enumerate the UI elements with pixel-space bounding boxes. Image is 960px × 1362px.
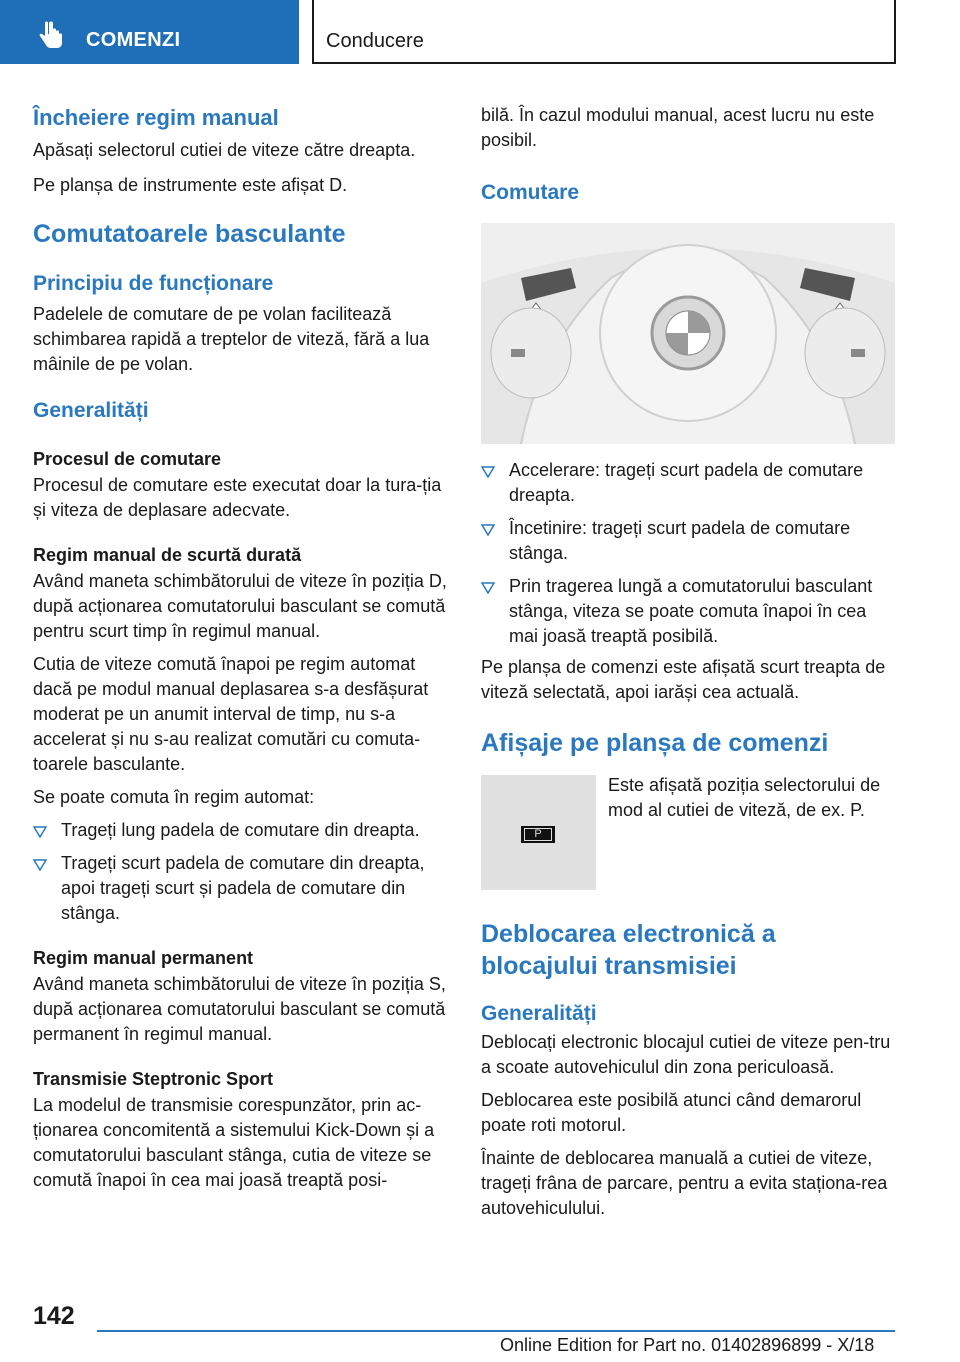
paragraph: Padelele de comutare de pe volan facilitează schimbarea rapidă a treptelor de viteză, fără a lua mâinile de pe volan. <box>33 304 430 374</box>
heading-control-display: Afișaje pe planșa de comenzi <box>481 729 829 757</box>
list-item: Trageți scurt padela de comutare din dreapta, apoi trageți scurt și padela de comutare din stânga. <box>33 851 447 926</box>
paragraph: bilă. În cazul modului manual, acest lucru nu este posibil. <box>481 105 875 150</box>
heading-paddle-switches: Comutatoarele basculante <box>33 220 346 248</box>
page-number: 142 <box>33 1302 75 1330</box>
heading-electronic-unlock: Deblocarea electronică a blocajului transmisiei <box>481 920 776 980</box>
left-column <box>33 100 447 1193</box>
heading-principle: Principiu de funcționare <box>33 272 274 295</box>
paragraph: Având maneta schimbătorului de viteze în poziția S, după acționarea comutatorului basculant se comută permanent în regimul manual. <box>33 974 446 1044</box>
edition-text: Online Edition for Part no. 01402896899 - X/18 <box>500 1335 875 1355</box>
auto-mode-list <box>33 818 447 926</box>
steering-wheel-illustration <box>481 223 895 444</box>
list-item: Trageți lung padela de comutare din dreapta. <box>33 818 447 843</box>
heading-short-manual: Regim manual de scurtă durată <box>33 545 302 565</box>
paragraph: Pe planșa de comenzi este afișată scurt treapta de viteză selectată, apoi iarăși cea actuală. <box>481 657 886 702</box>
heading-general-2: Generalități <box>481 1002 597 1025</box>
display-illustration <box>481 775 596 890</box>
chapter-title: Conducere <box>326 30 424 52</box>
right-column <box>481 100 895 1221</box>
paragraph: Deblocarea este posibilă atunci când demarorul poate roti motorul. <box>481 1090 862 1135</box>
heading-shift-process: Procesul de comutare <box>33 449 222 469</box>
triangle-bullet-icon <box>33 826 47 838</box>
heading-switching: Comutare <box>481 181 580 204</box>
triangle-bullet-icon <box>481 466 495 478</box>
switching-list <box>481 458 895 649</box>
chapter-tab-label: COMENZI <box>86 29 181 51</box>
display-section <box>481 773 895 890</box>
paragraph: Având maneta schimbătorului de viteze în poziția D, după acționarea comutatorului basculant se comută pentru scurt timp în regimul manual. <box>33 571 447 641</box>
triangle-bullet-icon <box>481 582 495 594</box>
heading-steptronic-sport: Transmisie Steptronic Sport <box>33 1069 274 1089</box>
heading-end-manual: Încheiere regim manual <box>33 105 279 130</box>
paragraph: Este afișată poziția selectorului de mod al cutiei de viteză, de ex. P. <box>608 775 881 820</box>
paragraph: Deblocați electronic blocajul cutiei de viteze pen-tru a scoate autovehiculul din zona periculoasă. <box>481 1032 891 1077</box>
steering-wheel-icon <box>481 223 895 444</box>
triangle-bullet-icon <box>481 524 495 536</box>
paragraph: Procesul de comutare este executat doar la tura-ția și viteza de deplasare adecvate. <box>33 475 442 520</box>
triangle-bullet-icon <box>33 859 47 871</box>
heading-permanent-manual: Regim manual permanent <box>33 948 254 968</box>
paragraph: Se poate comuta în regim automat: <box>33 787 315 807</box>
paragraph: Apăsați selectorul cutiei de viteze către dreapta. <box>33 140 416 160</box>
list-item: Accelerare: trageți scurt padela de comutare dreapta. <box>481 458 895 508</box>
heading-general: Generalități <box>33 399 149 422</box>
chapter-tab <box>0 0 299 64</box>
paragraph: Cutia de viteze comută înapoi pe regim automat dacă pe modul manual deplasarea s-a desfășurat moderat pe un anumit interval de timp, nu s-a accelerat și nu s-au realizat comutări cu comuta-toarele basculante. <box>33 654 429 774</box>
paragraph: Pe planșa de instrumente este afișat D. <box>33 175 348 195</box>
list-item: Încetinire: trageți scurt padela de comutare stânga. <box>481 516 895 566</box>
hand-pointer-icon <box>36 20 66 50</box>
gear-p-indicator-icon: P <box>521 826 555 843</box>
list-item: Prin tragerea lungă a comutatorului basculant stânga, viteza se poate comuta înapoi în cea mai joasă treaptă posibilă. <box>481 574 895 649</box>
footer-rule <box>97 1330 895 1332</box>
paragraph: Înainte de deblocarea manuală a cutiei de viteze, trageți frâna de parcare, pentru a evita staționa-rea autovehiculului. <box>481 1148 888 1218</box>
paragraph: La modelul de transmisie corespunzător, prin ac-ționarea concomitentă a sistemului Kick-Down și a comutatorului basculant stânga, cutia de viteze se comută înapoi în cea mai joasă treaptă posi- <box>33 1095 435 1190</box>
chapter-header <box>312 0 896 64</box>
